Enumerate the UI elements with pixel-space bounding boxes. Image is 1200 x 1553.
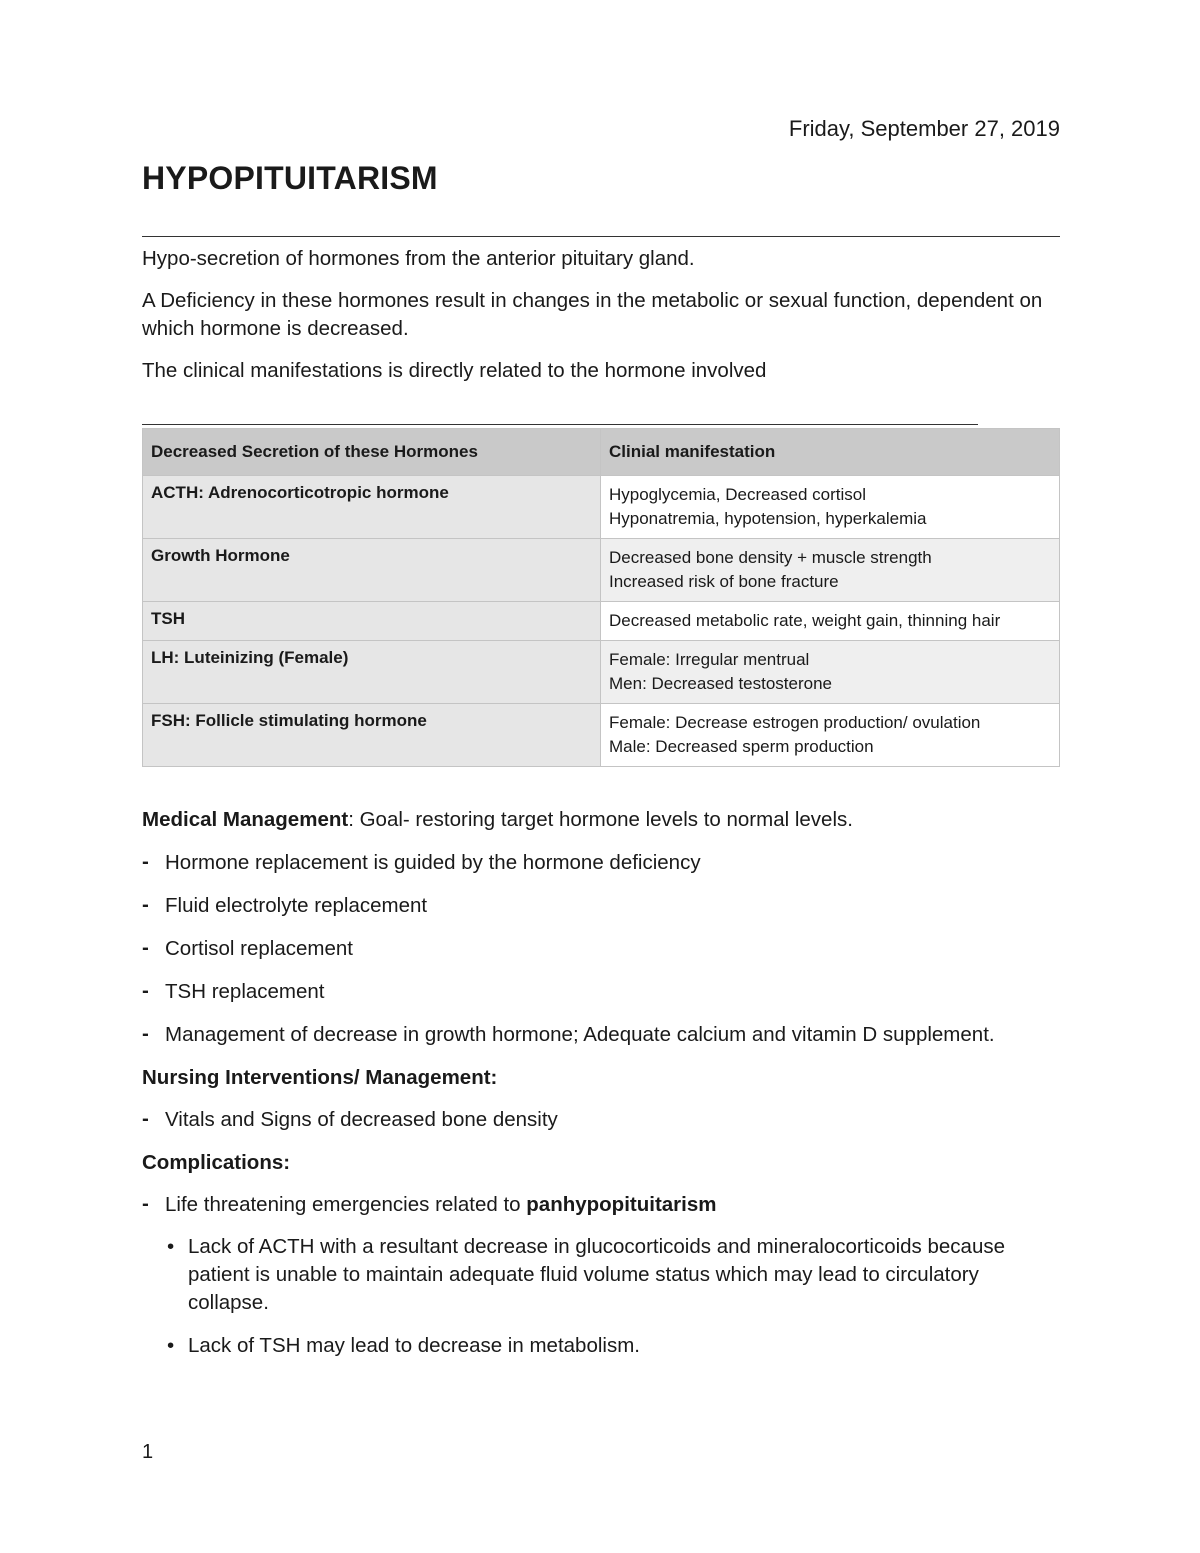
list-item: - Cortisol replacement xyxy=(142,935,1060,963)
column-header-manifestation: Clinial manifestation xyxy=(601,429,1060,476)
complication-emphasis: panhypopituitarism xyxy=(526,1193,717,1216)
hormone-cell: Growth Hormone xyxy=(143,539,601,602)
manifestation-cell xyxy=(601,641,1060,704)
title-divider xyxy=(142,236,1060,237)
manifestation-line: Increased risk of bone fracture xyxy=(609,572,839,591)
medical-management-goal: : Goal- restoring target hormone levels to normal levels. xyxy=(348,808,853,831)
page-title: HYPOPITUITARISM xyxy=(142,160,438,196)
table-row xyxy=(143,641,1060,704)
list-item: - TSH replacement xyxy=(142,978,1060,1006)
manifestation-line: Hypoglycemia, Decreased cortisol xyxy=(609,485,866,504)
hormone-table xyxy=(142,428,1060,767)
intro-paragraph: The clinical manifestations is directly related to the hormone involved xyxy=(142,359,767,382)
hormone-cell: TSH xyxy=(143,602,601,641)
complications-heading: Complications: xyxy=(142,1151,291,1174)
table-header-row xyxy=(143,429,1060,476)
manifestation-cell xyxy=(601,704,1060,767)
manifestation-line: Hyponatremia, hypotension, hyperkalemia xyxy=(609,509,927,528)
list-item: - Management of decrease in growth hormone; Adequate calcium and vitamin D supplement. xyxy=(142,1021,1060,1049)
nursing-heading: Nursing Interventions/ Management: xyxy=(142,1066,498,1089)
manifestation-line: Female: Decrease estrogen production/ ovulation xyxy=(609,713,981,732)
list-item: - Fluid electrolyte replacement xyxy=(142,892,1060,920)
manifestation-line: Female: Irregular mentrual xyxy=(609,650,810,669)
note-date: Friday, September 27, 2019 xyxy=(788,116,1060,141)
intro-section xyxy=(142,245,1060,399)
intro-paragraph: A Deficiency in these hormones result in changes in the metabolic or sexual function, dependent on which hormone is decreased. xyxy=(142,289,1043,340)
list-item: • Lack of ACTH with a resultant decrease in glucocorticoids and mineralocorticoids because patient is unable to maintain adequate fluid volume status which may lead to circulatory collapse. xyxy=(165,1233,1060,1317)
manifestation-cell xyxy=(601,476,1060,539)
hormone-cell: ACTH: Adrenocorticotropic hormone xyxy=(143,476,601,539)
table-row xyxy=(143,539,1060,602)
management-section xyxy=(142,806,1060,1375)
table-row xyxy=(143,476,1060,539)
medical-management xyxy=(142,806,1060,834)
manifestation-cell xyxy=(601,539,1060,602)
complications-list xyxy=(142,1191,1060,1360)
medical-management-label: Medical Management xyxy=(142,808,349,831)
column-header-hormone: Decreased Secretion of these Hormones xyxy=(143,429,601,476)
medical-management-list xyxy=(142,849,1060,1049)
intro-paragraph: Hypo-secretion of hormones from the anterior pituitary gland. xyxy=(142,247,695,270)
list-item: • Lack of TSH may lead to decrease in metabolism. xyxy=(165,1332,1060,1360)
list-item xyxy=(142,1191,1060,1360)
list-item: - Vitals and Signs of decreased bone density xyxy=(142,1106,1060,1134)
table-row xyxy=(143,704,1060,767)
manifestation-line: Men: Decreased testosterone xyxy=(609,674,833,693)
complication-sub-list xyxy=(165,1233,1060,1360)
table-divider xyxy=(142,424,978,425)
list-item: - Hormone replacement is guided by the hormone deficiency xyxy=(142,849,1060,877)
nursing-list xyxy=(142,1106,1060,1134)
hormone-cell: LH: Luteinizing (Female) xyxy=(143,641,601,704)
page-number: 1 xyxy=(142,1441,154,1463)
manifestation-line: Decreased bone density + muscle strength xyxy=(609,548,932,567)
table-row xyxy=(143,602,1060,641)
manifestation-line: Decreased metabolic rate, weight gain, thinning hair xyxy=(609,611,1001,630)
complication-text: Life threatening emergencies related to xyxy=(165,1193,527,1216)
hormone-cell: FSH: Follicle stimulating hormone xyxy=(143,704,601,767)
manifestation-line: Male: Decreased sperm production xyxy=(609,737,874,756)
manifestation-cell xyxy=(601,602,1060,641)
